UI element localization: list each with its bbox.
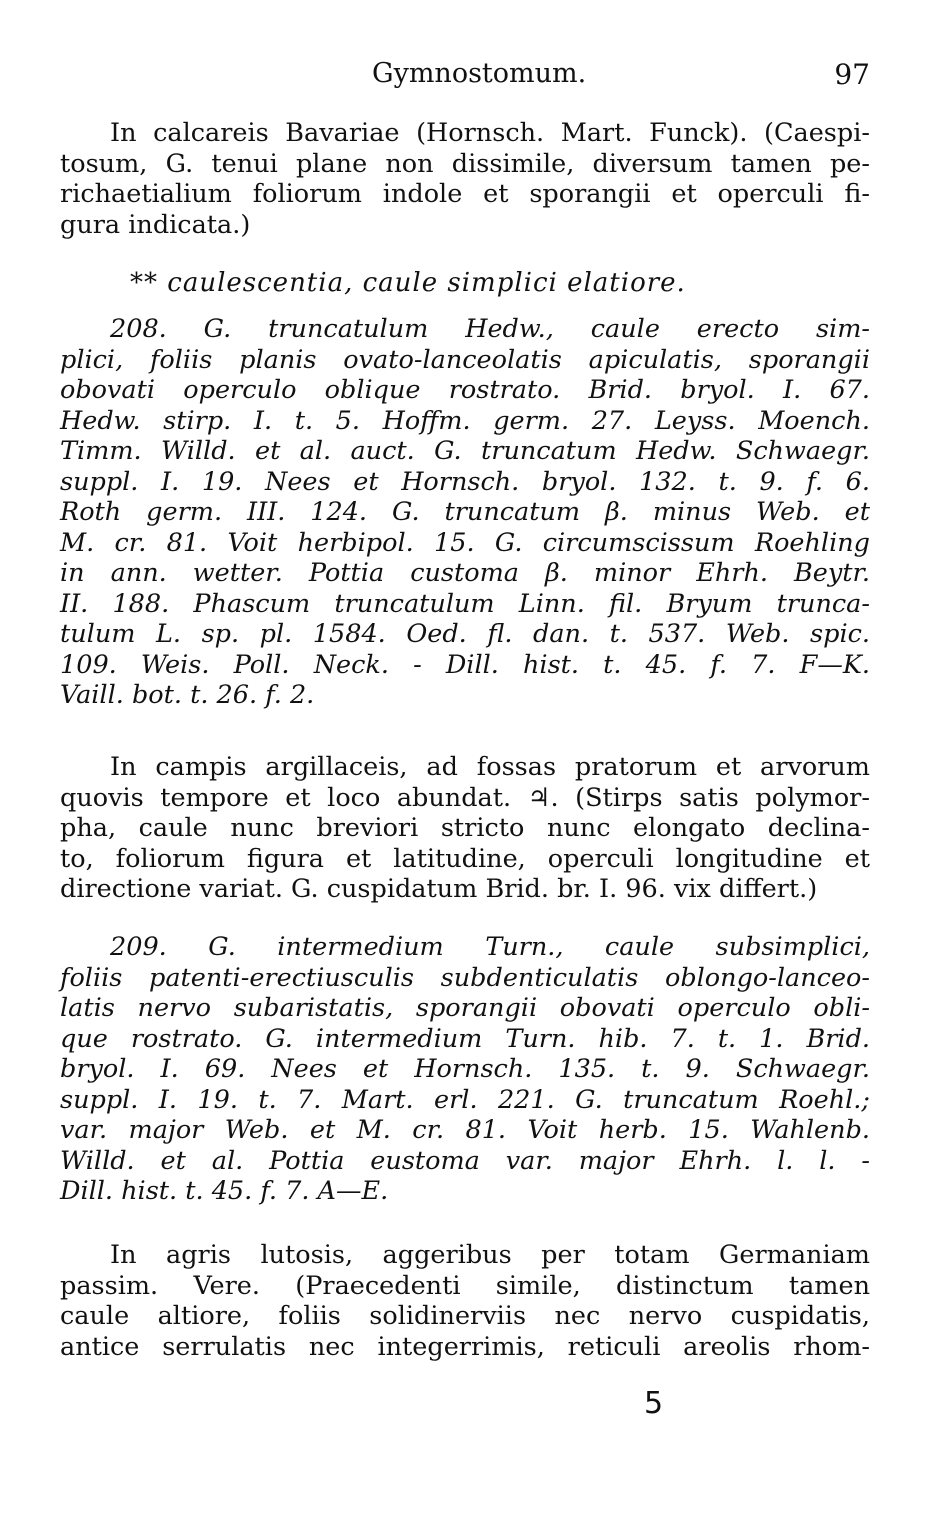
text-line: directione variat. G. cuspidatum Brid. br. I. 96. vix differt.) — [60, 874, 818, 904]
text-line: tosum, G. tenui plane non dissimile, diversum tamen pe- — [60, 148, 870, 179]
page-header — [60, 58, 870, 98]
text-line: II. 188. Phascum truncatulum Linn. fil. Bryum trunca- — [60, 588, 870, 619]
text-line: que rostrato. G. intermedium Turn. hib. 7. t. 1. Brid. — [60, 1023, 870, 1054]
text-line: suppl. I. 19. Nees et Hornsch. bryol. 132. t. 9. f. 6. — [60, 466, 870, 497]
text-line: Roth germ. III. 124. G. truncatum β. minus Web. et — [60, 497, 870, 527]
entry-208 — [60, 314, 870, 711]
signature-mark: 5 — [644, 1386, 664, 1421]
text-line: to, foliorum figura et latitudine, operculi longitudine et — [60, 843, 870, 874]
text-line: passim. Vere. (Praecedenti simile, distinctum tamen — [60, 1270, 870, 1301]
paragraph-calcareis — [60, 118, 870, 240]
text-line: antice serrulatis nec integerrimis, reticuli areolis rhom- — [60, 1331, 870, 1362]
text-line: Vaill. bot. t. 26. f. 2. — [60, 680, 315, 710]
text-line: Timm. Willd. et al. auct. G. truncatum Hedw. Schwaegr. — [60, 436, 870, 466]
text-line: Dill. hist. t. 45. f. 7. A—E. — [60, 1176, 389, 1206]
paragraph-habitat-209 — [60, 1240, 870, 1362]
text-line: In campis argillaceis, ad fossas pratorum et arvorum — [110, 752, 870, 782]
text-line: quovis tempore et loco abundat. ♃. (Stirps satis polymor- — [60, 782, 870, 813]
text-line: tulum L. sp. pl. 1584. Oed. fl. dan. t. 537. Web. spic. — [60, 619, 870, 649]
text-line: Willd. et al. Pottia eustoma var. major Ehrh. l. l. - — [60, 1145, 870, 1176]
text-line: plici, foliis planis ovato-lanceolatis apiculatis, sporangii — [60, 344, 870, 375]
text-line: bryol. I. 69. Nees et Hornsch. 135. t. 9. Schwaegr. — [60, 1054, 870, 1084]
text-line: M. cr. 81. Voit herbipol. 15. G. circumscissum Roehling — [60, 527, 870, 558]
text-line: In calcareis Bavariae (Hornsch. Mart. Funck). (Caespi- — [110, 118, 870, 148]
text-line: foliis patenti-erectiusculis subdenticulatis oblongo-lanceo- — [60, 962, 870, 993]
text-line: obovati operculo oblique rostrato. Brid. bryol. I. 67. — [60, 375, 870, 405]
page-number: 97 — [834, 58, 870, 91]
entry-209 — [60, 932, 870, 1207]
text-line: in ann. wetter. Pottia customa β. minor Ehrh. Beytr. — [60, 558, 870, 588]
text-line: latis nervo subaristatis, sporangii obovati operculo obli- — [60, 993, 870, 1023]
text-line: pha, caule nunc breviori stricto nunc elongato declina- — [60, 813, 870, 843]
text-line: suppl. I. 19. t. 7. Mart. erl. 221. G. truncatum Roehl.; — [60, 1084, 870, 1115]
text-line: var. major Web. et M. cr. 81. Voit herb. 15. Wahlenb. — [60, 1115, 870, 1145]
text-line: caule altiore, foliis solidinerviis nec nervo cuspidatis, — [60, 1301, 870, 1331]
text-line: gura indicata.) — [60, 209, 251, 240]
section-heading: ** caulescentia, caule simplici elatiore. — [130, 268, 686, 298]
text-line: 109. Weis. Poll. Neck. - Dill. hist. t. 45. f. 7. F—K. — [60, 649, 870, 680]
text-line: Hedw. stirp. I. t. 5. Hoffm. germ. 27. Leyss. Moench. — [60, 405, 870, 436]
text-line: richaetialium foliorum indole et sporangii et operculi fi- — [60, 179, 870, 209]
paragraph-habitat-208 — [60, 752, 870, 905]
entry-title-line: 208. G. truncatulum Hedw., caule erecto sim- — [110, 314, 870, 344]
entry-title-line: 209. G. intermedium Turn., caule subsimplici, — [110, 932, 870, 962]
running-title: Gymnostomum. — [372, 58, 587, 89]
text-line: In agris lutosis, aggeribus per totam Germaniam — [110, 1240, 870, 1270]
